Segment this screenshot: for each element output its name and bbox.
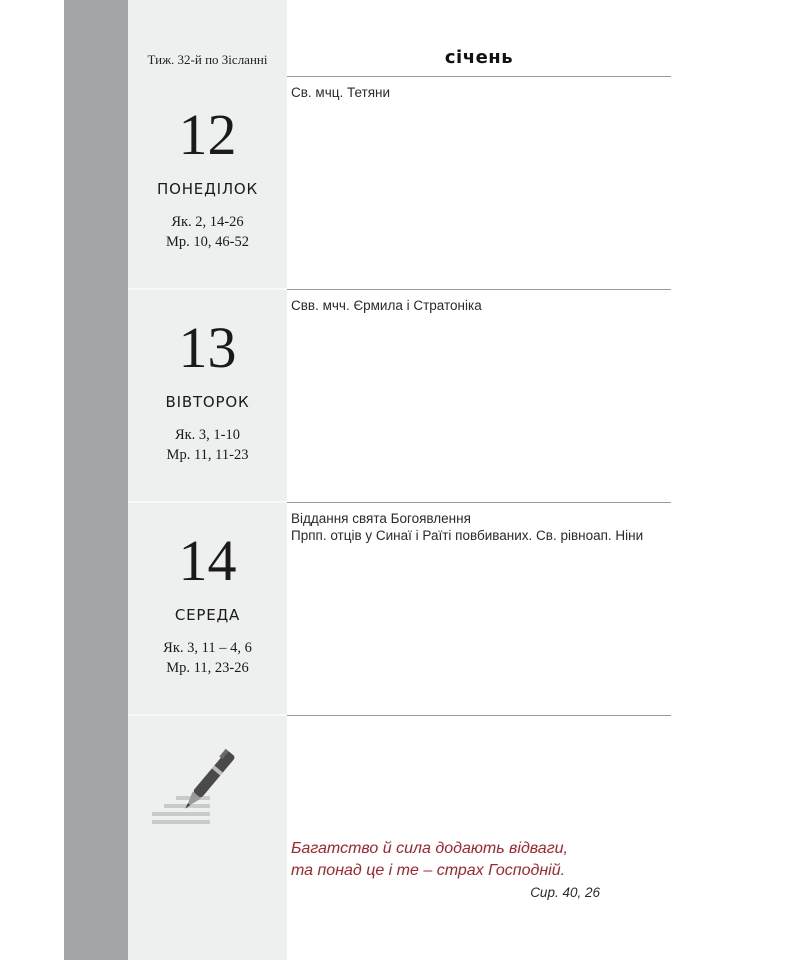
reading: Як. 2, 14-26 bbox=[171, 214, 244, 230]
event-text: Свв. мчч. Єрмила і Стратоніка bbox=[291, 298, 482, 313]
quote bbox=[291, 838, 611, 882]
divider bbox=[287, 289, 671, 290]
reading: Як. 3, 1-10 bbox=[174, 427, 241, 443]
readings bbox=[128, 425, 287, 465]
readings bbox=[128, 212, 287, 252]
day-block bbox=[128, 315, 287, 465]
event-text: Прпп. отців у Синаї і Раїті повбиваних. Св. рівноап. Ніни bbox=[291, 528, 644, 543]
quote-line: Багатство й сила додають відваги, bbox=[291, 840, 568, 857]
day-number: 13 bbox=[178, 315, 237, 380]
divider bbox=[128, 714, 287, 716]
day-number: 14 bbox=[178, 528, 237, 593]
divider bbox=[128, 501, 287, 503]
month-title: січень bbox=[444, 47, 514, 68]
reading: Мр. 11, 23-26 bbox=[166, 660, 249, 676]
quote-source: Сир. 40, 26 bbox=[530, 885, 600, 900]
divider bbox=[287, 76, 671, 77]
divider bbox=[287, 502, 671, 503]
day-events bbox=[291, 297, 671, 314]
side-strip bbox=[64, 0, 128, 960]
reading: Як. 3, 11 – 4, 6 bbox=[163, 640, 252, 656]
week-label: Тиж. 32-й по Зісланні bbox=[147, 52, 268, 67]
day-block bbox=[128, 528, 287, 678]
reading: Мр. 11, 11-23 bbox=[166, 447, 249, 463]
weekday-label: ВІВТОРОК bbox=[165, 393, 250, 411]
pen-icon bbox=[150, 740, 246, 830]
day-events bbox=[291, 84, 671, 101]
quote-line: та понад це і те – страх Господній. bbox=[291, 862, 566, 879]
event-text: Св. мчц. Тетяни bbox=[291, 85, 391, 100]
weekday-label: СЕРЕДА bbox=[174, 606, 241, 624]
day-number: 12 bbox=[178, 102, 237, 167]
readings bbox=[128, 638, 287, 678]
event-text: Віддання свята Богоявлення bbox=[291, 511, 471, 526]
divider bbox=[128, 288, 287, 290]
reading: Мр. 10, 46-52 bbox=[166, 234, 249, 250]
divider bbox=[287, 715, 671, 716]
day-block bbox=[128, 102, 287, 252]
day-events bbox=[291, 510, 671, 544]
weekday-label: ПОНЕДІЛОК bbox=[157, 180, 258, 198]
